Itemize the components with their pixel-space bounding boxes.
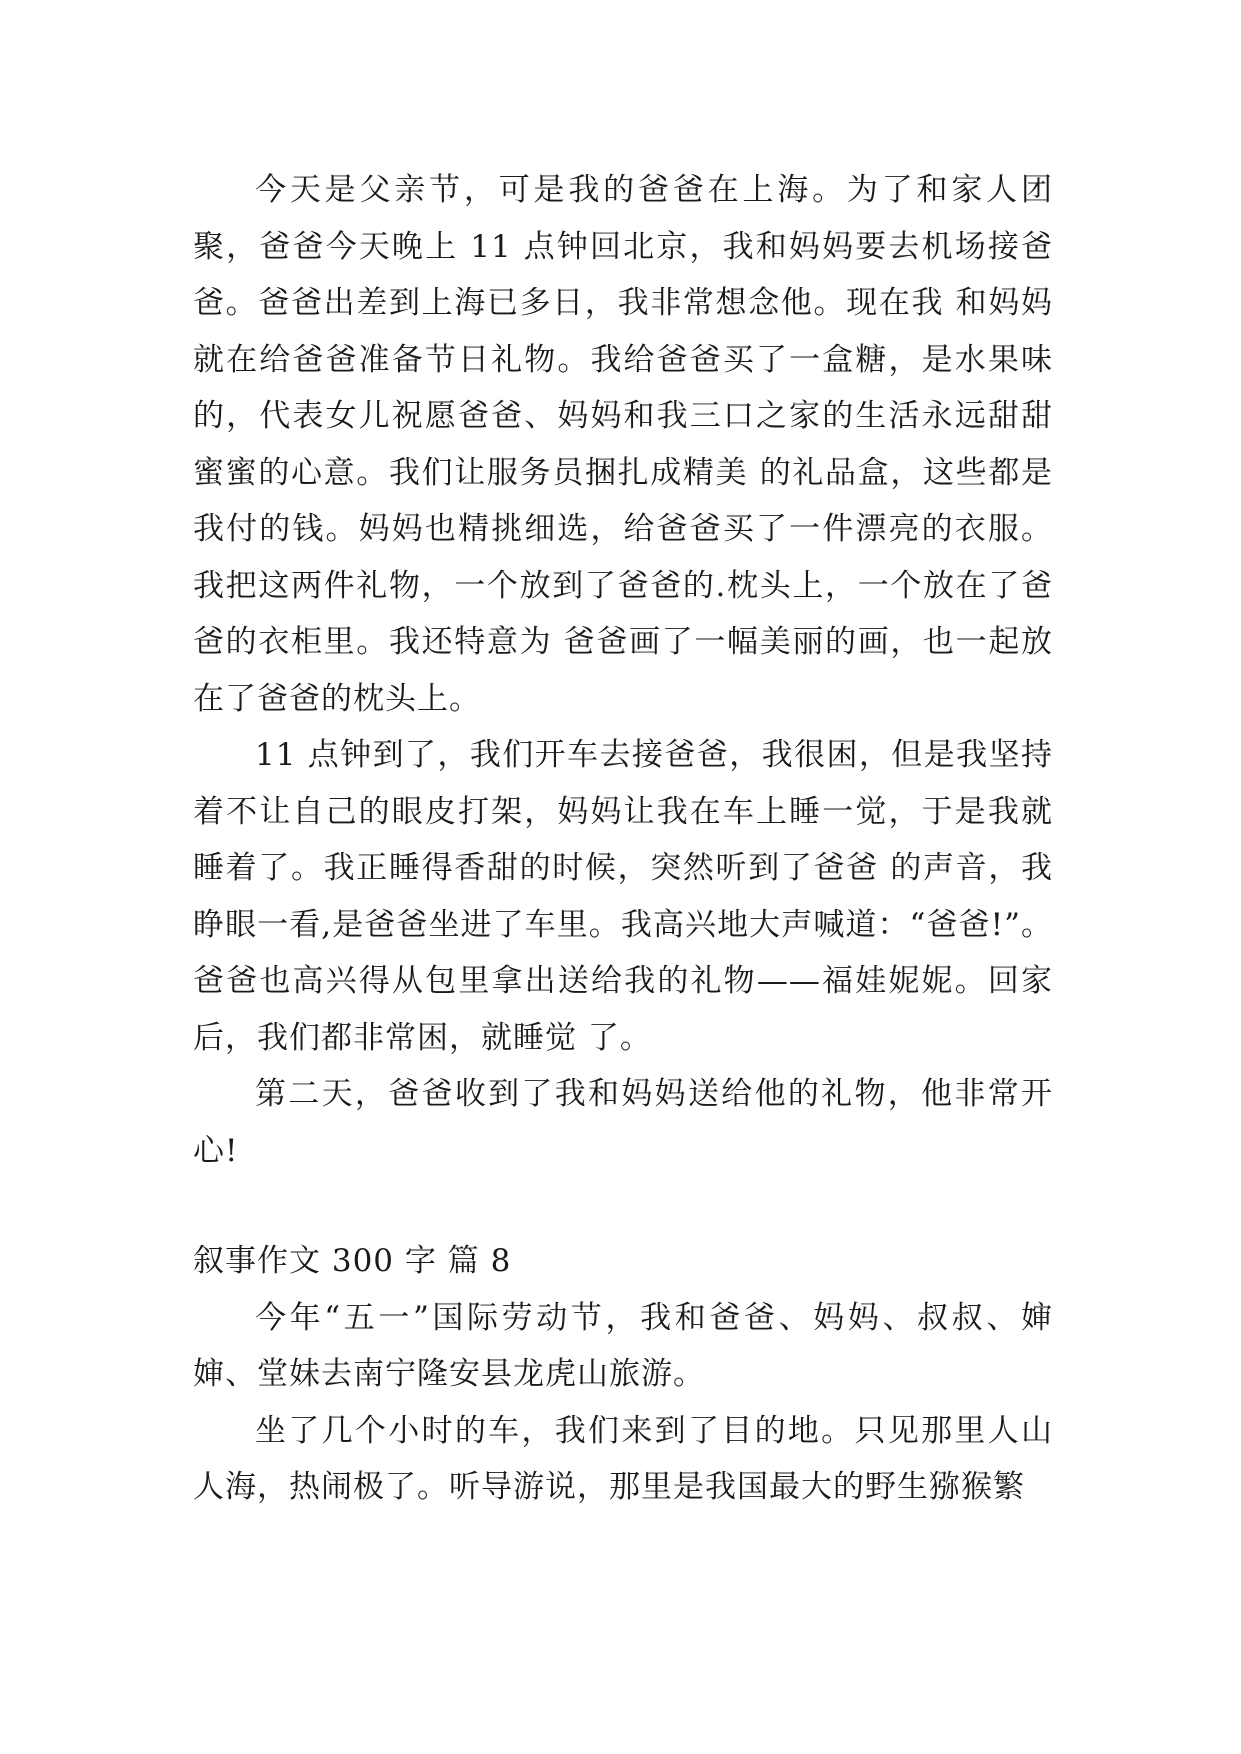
paragraph-arrival: 坐了几个小时的车，我们来到了目的地。只见那里人山人海，热闹极了。听导游说，那里是我国最大的野生猕猴繁	[193, 1412, 1053, 1505]
paragraph-airport-pickup: 11 点钟到了，我们开车去接爸爸，我很困，但是我坚持着不让自己的眼皮打架，妈妈让我在车上睡一觉，于是我就睡着了。我正睡得香甜的时候，突然听到了爸爸 的声音，我睁眼一看,是爸爸坐进了车里。我高兴地大声喊道：“爸爸!”。爸爸也高兴得从包里拿出送给我的礼物——福娃妮妮。回家后，我们都非常困，就睡觉 了。	[193, 737, 1053, 1056]
paragraph-next-day: 第二天，爸爸收到了我和妈妈送给他的礼物，他非常开心!	[193, 1076, 1053, 1169]
paragraph-may-day-trip: 今年“五一”国际劳动节，我和爸爸、妈妈、叔叔、婶婶、堂妹去南宁隆安县龙虎山旅游。	[193, 1299, 1053, 1392]
document-page	[193, 162, 1053, 1516]
section-heading: 叙事作文 300 字 篇 8	[193, 1243, 512, 1279]
paragraph-fathers-day: 今天是父亲节，可是我的爸爸在上海。为了和家人团聚，爸爸今天晚上 11 点钟回北京，我和妈妈要去机场接爸爸。爸爸出差到上海已多日，我非常想念他。现在我 和妈妈就在给爸爸准备节日礼物。我给爸爸买了一盒糖，是水果味的，代表女儿祝愿爸爸、妈妈和我三口之家的生活永远甜甜蜜蜜的心意。我们让服务员捆扎成精美 的礼品盒，这些都是我付的钱。妈妈也精挑细选，给爸爸买了一件漂亮的衣服。我把这两件礼物，一个放到了爸爸的.枕头上，一个放在了爸爸的衣柜里。我还特意为 爸爸画了一幅美丽的画，也一起放在了爸爸的枕头上。	[193, 172, 1053, 717]
